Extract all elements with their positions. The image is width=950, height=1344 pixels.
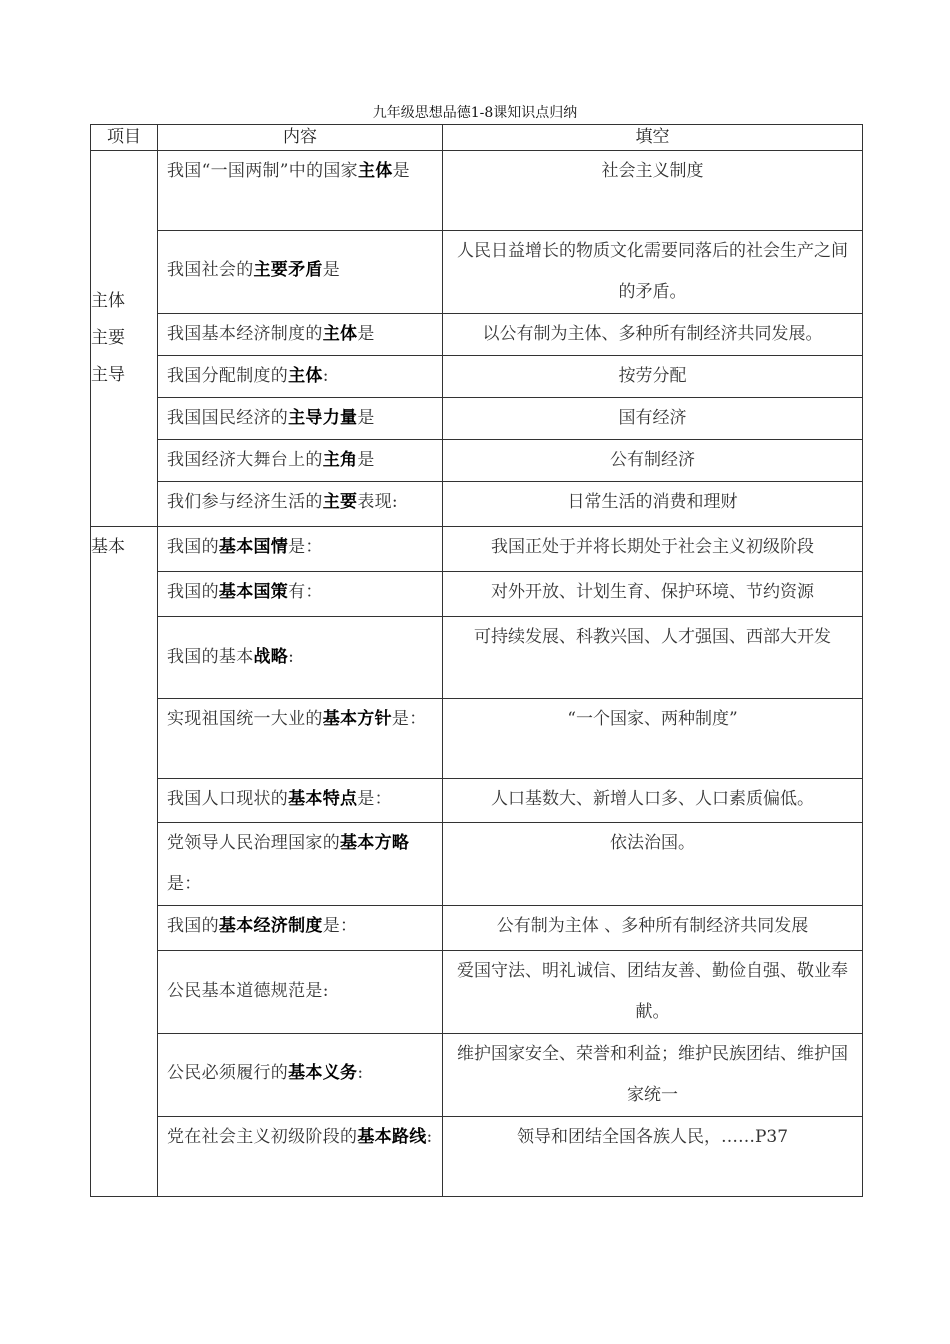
keyword-text: 基本国策 bbox=[218, 582, 289, 602]
content-suffix: 是： bbox=[167, 874, 202, 894]
content-suffix: 是： bbox=[288, 537, 323, 557]
content-suffix: 是： bbox=[391, 709, 427, 729]
table-row bbox=[91, 1034, 863, 1117]
table-row bbox=[91, 314, 863, 356]
content-text: 公民必须履行的 bbox=[167, 1063, 289, 1083]
keyword-text: 主导力量 bbox=[288, 408, 358, 428]
content-text: 我国基本经济制度的 bbox=[167, 324, 323, 344]
content-cell bbox=[158, 572, 443, 617]
answer-text: “一个国家、两种制度” bbox=[567, 709, 738, 729]
table-row bbox=[91, 151, 863, 231]
table-row bbox=[91, 617, 863, 699]
content-suffix: : bbox=[322, 366, 329, 386]
content-suffix: : bbox=[426, 1127, 433, 1147]
table-row bbox=[91, 906, 863, 951]
content-suffix: 有： bbox=[288, 582, 323, 602]
content-text: 实现祖国统一大业的 bbox=[167, 709, 323, 729]
answer-cell bbox=[443, 440, 863, 482]
answer-text: 公有制为主体 、多种所有制经济共同发展 bbox=[496, 916, 809, 936]
content-suffix: 是 bbox=[357, 450, 375, 470]
table-row bbox=[91, 482, 863, 527]
content-text: 公民基本道德规范是: bbox=[167, 981, 329, 1001]
keyword-text: 主角 bbox=[322, 450, 358, 470]
content-text: 我国“一国两制”中的国家 bbox=[167, 161, 358, 181]
keyword-text: 主体 bbox=[357, 161, 393, 181]
content-cell bbox=[158, 398, 443, 440]
answer-cell bbox=[443, 398, 863, 440]
content-cell bbox=[158, 951, 443, 1034]
content-text: 我国的 bbox=[167, 582, 219, 602]
content-suffix: 是 bbox=[392, 161, 410, 181]
keyword-text: 基本方针 bbox=[322, 709, 392, 729]
category-label: 主导 bbox=[91, 365, 125, 385]
answer-text: 我国正处于并将长期处于社会主义初级阶段 bbox=[491, 537, 814, 557]
keyword-text: 基本方略 bbox=[340, 833, 410, 853]
category-cell bbox=[91, 151, 158, 527]
answer-text: 领导和团结全国各族人民，……P37 bbox=[516, 1127, 789, 1147]
content-cell bbox=[158, 1034, 443, 1117]
answer-text: 可持续发展、科教兴国、人才强国、西部大开发 bbox=[474, 627, 831, 647]
keyword-text: 主要矛盾 bbox=[253, 260, 323, 280]
content-text: 我国国民经济的 bbox=[167, 408, 289, 428]
table-row bbox=[91, 823, 863, 906]
answer-cell bbox=[443, 231, 863, 314]
answer-text: 依法治国。 bbox=[610, 833, 695, 853]
content-text: 我国社会的 bbox=[167, 260, 254, 280]
answer-cell bbox=[443, 779, 863, 823]
keyword-text: 基本经济制度 bbox=[218, 916, 323, 936]
content-text: 我国分配制度的 bbox=[167, 366, 289, 386]
knowledge-table bbox=[90, 124, 863, 1197]
content-suffix: : bbox=[357, 1063, 364, 1083]
content-text: 我们参与经济生活的 bbox=[167, 492, 323, 512]
table-row bbox=[91, 356, 863, 398]
category-label: 主体 bbox=[91, 291, 125, 311]
content-cell bbox=[158, 231, 443, 314]
content-cell bbox=[158, 617, 443, 699]
content-text: 我国人口现状的 bbox=[167, 789, 289, 809]
answer-text: 日常生活的消费和理财 bbox=[567, 492, 738, 512]
keyword-text: 主体 bbox=[322, 324, 358, 344]
header-item: 项目 bbox=[91, 125, 158, 151]
answer-text: 维护国家安全、荣誉和利益；维护民族团结、维护国家统一 bbox=[457, 1044, 848, 1105]
table-row bbox=[91, 527, 863, 572]
content-text: 我国的 bbox=[167, 916, 219, 936]
answer-cell bbox=[443, 1034, 863, 1117]
content-cell bbox=[158, 314, 443, 356]
answer-text: 社会主义制度 bbox=[601, 161, 704, 181]
content-cell bbox=[158, 906, 443, 951]
header-fill: 填空 bbox=[443, 125, 863, 151]
content-cell bbox=[158, 699, 443, 779]
content-cell bbox=[158, 823, 443, 906]
keyword-text: 主要 bbox=[322, 492, 358, 512]
content-cell bbox=[158, 356, 443, 398]
content-suffix: : bbox=[288, 647, 295, 667]
answer-text: 公有制经济 bbox=[610, 450, 695, 470]
content-cell bbox=[158, 779, 443, 823]
answer-cell bbox=[443, 951, 863, 1034]
table-row bbox=[91, 440, 863, 482]
content-text: 我国的 bbox=[167, 537, 219, 557]
content-text: 党在社会主义初级阶段的 bbox=[167, 1127, 358, 1147]
content-cell bbox=[158, 151, 443, 231]
content-suffix: 是 bbox=[357, 408, 375, 428]
answer-cell bbox=[443, 617, 863, 699]
answer-text: 人口基数大、新增人口多、人口素质偏低。 bbox=[491, 789, 814, 809]
answer-text: 对外开放、计划生育、保护环境、节约资源 bbox=[491, 582, 814, 602]
keyword-text: 基本义务 bbox=[288, 1063, 358, 1083]
table-row bbox=[91, 572, 863, 617]
content-cell bbox=[158, 1117, 443, 1197]
answer-cell bbox=[443, 482, 863, 527]
content-suffix: 是 bbox=[322, 260, 341, 280]
content-suffix: 是 bbox=[357, 324, 375, 344]
content-text: 我国的基本 bbox=[167, 647, 254, 667]
content-text: 党领导人民治理国家的 bbox=[167, 833, 340, 853]
table-row bbox=[91, 699, 863, 779]
answer-cell bbox=[443, 314, 863, 356]
answer-cell bbox=[443, 527, 863, 572]
answer-text: 爱国守法、明礼诚信、团结友善、勤俭自强、敬业奉献。 bbox=[457, 961, 848, 1022]
answer-cell bbox=[443, 151, 863, 231]
table-row bbox=[91, 951, 863, 1034]
keyword-text: 基本国情 bbox=[218, 537, 289, 557]
answer-text: 以公有制为主体、多种所有制经济共同发展。 bbox=[482, 324, 823, 344]
keyword-text: 基本特点 bbox=[288, 789, 358, 809]
content-suffix: 是： bbox=[322, 916, 358, 936]
table-row bbox=[91, 231, 863, 314]
table-header-row bbox=[91, 125, 863, 151]
content-suffix: 是： bbox=[357, 789, 392, 809]
keyword-text: 基本路线 bbox=[357, 1127, 427, 1147]
content-suffix: 表现: bbox=[357, 492, 398, 512]
answer-cell bbox=[443, 356, 863, 398]
content-cell bbox=[158, 482, 443, 527]
keyword-text: 战略 bbox=[253, 647, 289, 667]
answer-text: 按劳分配 bbox=[618, 366, 687, 386]
answer-text: 人民日益增长的物质文化需要同落后的社会生产之间的矛盾。 bbox=[457, 241, 848, 302]
answer-cell bbox=[443, 1117, 863, 1197]
table-row bbox=[91, 1117, 863, 1197]
answer-cell bbox=[443, 699, 863, 779]
keyword-text: 主体 bbox=[288, 366, 323, 386]
content-cell bbox=[158, 527, 443, 572]
category-cell bbox=[91, 527, 158, 1197]
answer-text: 国有经济 bbox=[618, 408, 687, 428]
category-label: 主要 bbox=[91, 328, 125, 348]
category-label: 基本 bbox=[91, 537, 125, 557]
content-cell bbox=[158, 440, 443, 482]
answer-cell bbox=[443, 572, 863, 617]
header-content: 内容 bbox=[158, 125, 443, 151]
table-row bbox=[91, 779, 863, 823]
answer-cell bbox=[443, 906, 863, 951]
answer-cell bbox=[443, 823, 863, 906]
content-text: 我国经济大舞台上的 bbox=[167, 450, 323, 470]
table-row bbox=[91, 398, 863, 440]
page-title: 九年级思想品德1-8课知识点归纳 bbox=[372, 105, 578, 121]
